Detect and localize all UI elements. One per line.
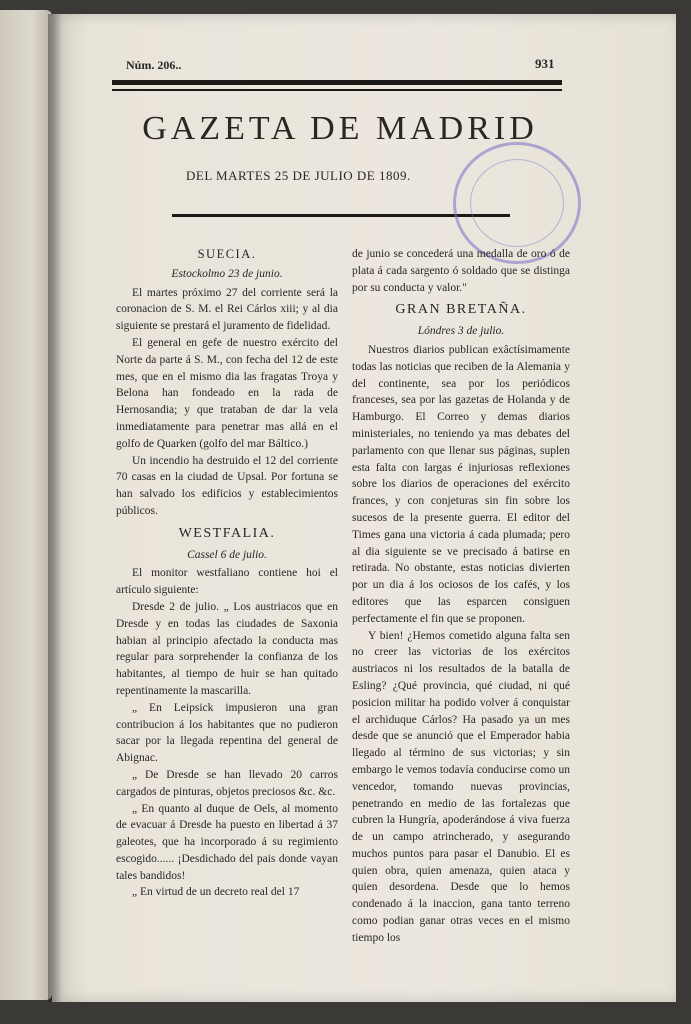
- section-title-westfalia: WESTFALIA.: [178, 525, 276, 541]
- gutter-shadow: [48, 14, 62, 1002]
- paragraph: Dresde 2 de julio. „ Los austriacos que en Dresde y en todas las ciudades de Saxonia habian al principio afectado la conducta mas regular para sorprehender la confianza de los habitantes, al tiempo de huir se han quitado repentinamente la mascarilla.: [116, 600, 338, 697]
- paragraph: El general en gefe de nuestro exército del Norte da parte á S. M., con fecha del 12 de este mes, que en el mismo dia las fragatas Troya y Belona han fondeado en la rada de Hernosandia; y que trataban de dar la vela inmediatamente para penetrar mas allá en el golfo de Quarken (golfo del mar Báltico.): [116, 336, 338, 450]
- paragraph: „ En quanto al duque de Oels, al momento de evacuar á Dresde ha puesto en libertad á 37 galeotes, que ha incorporado á su regimiento escogido...... ¡Desdichado del pais donde vayan tales bandidos!: [116, 802, 338, 882]
- section-title-suecia: SUECIA.: [197, 247, 257, 261]
- place-date-cassel: Cassel 6 de julio.: [187, 548, 267, 561]
- page-number: 931: [535, 56, 555, 71]
- paragraph: de junio se concederá una medalla de oro ó de plata á cada sargento ó soldado que se distinga por su conducta y valor.": [352, 248, 570, 294]
- left-column: [116, 244, 338, 901]
- paragraph: „ De Dresde se han llevado 20 carros cargados de pinturas, objetos preciosos &c. &c.: [116, 768, 338, 798]
- paragraph: El monitor westfaliano contiene hoi el artículo siguiente:: [116, 567, 338, 597]
- top-rule: [112, 80, 562, 91]
- issue-number: Núm. 206..: [126, 58, 182, 72]
- dateline: DEL MARTES 25 DE JULIO DE 1809.: [186, 168, 411, 183]
- place-date-estockolmo: Estockolmo 23 de junio.: [171, 267, 283, 280]
- masthead-title: GAZETA DE MADRID: [142, 110, 538, 147]
- right-column: [352, 246, 570, 947]
- paragraph: Y bien! ¿Hemos cometido alguna falta sen no creer las victorias de los exércitos austriacos ni los resultados de la batalla de Esling? ¿Qué provincia, qué ciudad, ni qué posicion militar ha podido volver á conquistar el archiduque Cárlos? Ha pasado ya un mes desde que se anunció que el Emperador habia llegado al término de sus victorias; y sin embargo le vemos todavía conducirse como un vencedor, tomando nuevas provincias, penetrando en medio de las fortalezas que cubren la Hungría, apoderándose á viva fuerza de un campo atrincherado, y asegurando muchos puntos para pasar el Danubio. El es quien obra, quien amenaza, quien ataca y quien desordena. Desde que lo hemos condenado á la inaccion, gana tanto terreno como podian ganar otras veces en el mismo tiempo los: [352, 629, 570, 944]
- paragraph: Un incendio ha destruido el 12 del corriente 70 casas en la ciudad de Upsal. Por fortuna se han salvado los edificios y establecimientos públicos.: [116, 454, 338, 517]
- paragraph: „ En virtud de un decreto real del 17: [132, 886, 300, 899]
- place-date-londres: Lóndres 3 de julio.: [417, 325, 505, 338]
- paragraph: Nuestros diarios publican exâctísimamente todas las noticias que reciben de la Alemania y del continente, sea por los periódicos franceses, sea por las gazetas de Holanda y de Hamburgo. El Correo y demas diarios ministeriales, no teniendo ya mas debates del parlamento con que llenar sus páginas, suplen esta falta con largas é injuriosas reflexiones sobre los diarios de operaciones del exército frances, y con conjeturas sin fin sobre los sucesos de la presente guerra. El editor del Times gana una victoria á cada plumada; pero al dia siguiente se ve precisado á batirse en retirada. No obstante, estas noticias divierten por un dia á los ociosos de los cafés, y los editores que las esparcen consiguen perfectamente el fin que se proponen.: [352, 343, 570, 625]
- previous-page-edge: [0, 10, 52, 1000]
- section-title-gran-bretana: GRAN BRETAÑA.: [395, 302, 527, 318]
- paragraph: El martes próximo 27 del corriente será la coronacion de S. M. el Rei Cárlos xiii; y al dia siguiente se prestará el juramento de fidelidad.: [116, 286, 338, 333]
- paragraph: „ En Leipsick impusieron una gran contribucion á los habitantes que no pudieron sacar por la llegada repentina del general de Abignac.: [116, 701, 338, 765]
